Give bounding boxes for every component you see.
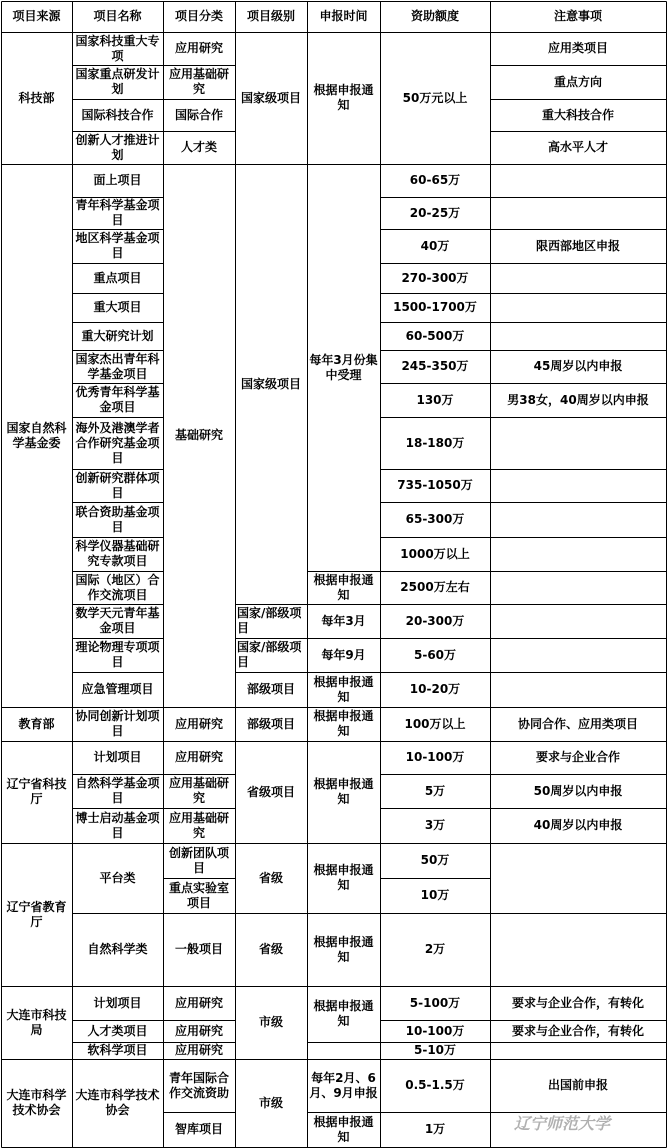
empty-cell [490,502,666,537]
category-cell: 基础研究 [174,428,223,442]
notes-cell: 45周岁以内申报 [533,359,623,373]
notes-cell: 男38女，40周岁以内申报 [507,392,649,407]
empty-cell [490,293,666,322]
notes-cell: 要求与企业合作，有转化 [511,995,644,1010]
amount-cell: 10万 [420,888,450,902]
empty-cell [490,263,666,293]
empty-cell [490,843,666,913]
notes-cell: 重大科技合作 [541,107,614,122]
time-cell: 根据申报通知 [313,83,374,112]
level-cell: 国家级项目 [240,376,301,391]
project-name-cell: 重大项目 [93,300,142,314]
column-header: 项目级别 [246,9,295,23]
project-name-cell: 联合资助基金项目 [75,504,160,534]
project-name-cell: 协同创新计划项目 [75,709,160,738]
category-cell: 应用研究 [174,1043,223,1057]
level-cell: 国家/部级项目 [237,640,302,669]
time-cell: 根据申报通知 [313,777,374,806]
notes-cell: 应用类项目 [547,41,608,55]
amount-cell: 100万以上 [404,716,466,731]
category-cell: 应用研究 [174,995,223,1010]
notes-cell: 重点方向 [553,74,602,89]
notes-cell: 40周岁以内申报 [533,818,623,832]
level-cell: 省级项目 [246,784,295,799]
time-cell: 每年9月 [321,647,366,662]
project-name-cell: 自然科学基金项目 [75,776,160,805]
project-name-cell: 创新人才推进计划 [75,132,160,162]
project-name-cell: 国家重点研发计划 [75,67,160,96]
empty-cell [490,638,666,672]
university-watermark: 辽宁师范大学 [514,1114,611,1133]
empty-cell [490,604,666,638]
empty-cell [307,1042,380,1059]
project-name-cell: 大连市科学技术协会 [75,1088,160,1117]
project-name-cell: 重点项目 [93,270,142,285]
level-cell: 市级 [258,1015,283,1029]
amount-cell: 50万 [420,853,450,867]
source-cell: 大连市科技局 [6,1007,67,1037]
project-name-cell: 理论物理专项项目 [75,640,160,669]
time-cell: 每年3月份集中受理 [309,352,378,382]
amount-cell: 60-500万 [405,328,465,343]
empty-cell [490,672,666,707]
column-header: 项目名称 [93,9,142,23]
project-name-cell: 海外及港澳学者合作研究基金项目 [75,420,160,465]
category-cell: 智库项目 [174,1122,223,1136]
amount-cell: 5万 [424,783,446,798]
level-cell: 省级 [258,942,283,956]
category-cell: 青年国际合作交流资助 [168,1070,229,1100]
column-header: 项目来源 [12,9,61,23]
level-cell: 部级项目 [246,716,295,731]
category-cell: 人才类 [180,140,217,154]
time-cell: 每年3月 [321,613,366,628]
project-name-cell: 国际（地区）合作交流项目 [75,572,160,602]
empty-cell [490,417,666,469]
category-cell: 应用基础研究 [168,776,229,805]
time-cell: 根据申报通知 [313,1114,374,1144]
column-header: 申报时间 [319,9,368,23]
level-cell: 省级 [258,870,283,885]
project-name-cell: 面上项目 [93,173,142,187]
amount-cell: 20-25万 [409,205,461,220]
amount-cell: 1500-1700万 [393,300,477,314]
project-name-cell: 计划项目 [93,995,142,1010]
project-name-cell: 计划项目 [93,750,142,764]
project-name-cell: 数学天元青年基金项目 [75,606,160,635]
level-cell: 市级 [258,1095,283,1110]
amount-cell: 18-180万 [405,435,465,450]
empty-cell [490,1042,666,1059]
amount-cell: 245-350万 [401,359,469,373]
amount-cell: 10-20万 [409,682,461,696]
empty-cell [490,913,666,986]
source-cell: 辽宁省教育厅 [6,899,67,929]
empty-cell [490,164,666,197]
project-name-cell: 平台类 [99,870,136,885]
source-cell: 辽宁省科技厅 [6,777,67,806]
amount-cell: 10-100万 [405,1023,465,1038]
category-cell: 应用基础研究 [168,810,229,840]
category-cell: 创新团队项目 [168,845,229,875]
amount-cell: 2500万左右 [400,580,470,594]
notes-cell: 要求与企业合作 [535,750,620,764]
amount-cell: 0.5-1.5万 [405,1078,465,1092]
project-name-cell: 博士启动基金项目 [75,810,160,840]
project-name-cell: 自然科学类 [87,942,148,956]
amount-cell: 1000万以上 [400,546,470,561]
amount-cell: 60-65万 [409,173,461,187]
category-cell: 一般项目 [174,942,223,956]
category-cell: 应用基础研究 [168,67,229,96]
empty-cell [490,197,666,229]
amount-cell: 5-10万 [413,1043,457,1057]
category-cell: 应用研究 [174,1023,223,1038]
project-name-cell: 重大研究计划 [81,328,154,343]
empty-cell [490,322,666,350]
amount-cell: 270-300万 [401,270,469,285]
project-name-cell: 人才类项目 [87,1023,148,1038]
amount-cell: 1万 [424,1122,446,1136]
project-name-cell: 地区科学基金项目 [75,231,160,260]
notes-cell: 协同合作、应用类项目 [517,716,638,731]
amount-cell: 10-100万 [405,750,465,764]
notes-cell: 限西部地区申报 [535,238,620,253]
empty-cell [490,469,666,502]
time-cell: 根据申报通知 [313,674,374,704]
notes-cell: 要求与企业合作，有转化 [511,1023,644,1038]
amount-cell: 5-100万 [409,995,461,1010]
amount-cell: 2万 [424,942,446,956]
source-cell: 教育部 [18,716,55,731]
time-cell: 根据申报通知 [313,572,374,602]
project-name-cell: 创新研究群体项目 [75,470,160,500]
notes-cell: 高水平人才 [547,140,608,154]
amount-cell: 40万 [420,238,450,253]
amount-cell: 50万元以上 [402,90,468,105]
time-cell: 根据申报通知 [313,709,374,738]
project-name-cell: 国家杰出青年科学基金项目 [75,351,160,381]
notes-cell: 出国前申报 [547,1078,608,1092]
empty-cell [490,537,666,571]
notes-cell: 50周岁以内申报 [533,783,623,798]
level-cell: 国家/部级项目 [237,606,302,635]
time-cell: 根据申报通知 [313,863,374,892]
amount-cell: 65-300万 [405,512,465,526]
column-header: 项目分类 [174,9,223,23]
source-cell: 科技部 [18,90,55,105]
source-cell: 国家自然科学基金委 [6,420,67,450]
project-name-cell: 青年科学基金项目 [75,198,160,227]
amount-cell: 735-1050万 [397,478,473,492]
amount-cell: 130万 [416,392,454,407]
project-name-cell: 国家科技重大专项 [75,33,160,63]
project-name-cell: 应急管理项目 [81,682,154,696]
source-cell: 大连市科学技术协会 [6,1088,67,1117]
category-cell: 国际合作 [174,107,223,122]
category-cell: 应用研究 [174,750,223,764]
project-name-cell: 国际科技合作 [81,107,154,122]
time-cell: 根据申报通知 [313,934,374,964]
column-header: 资助额度 [410,9,459,23]
amount-cell: 3万 [424,818,446,832]
column-header: 注意事项 [553,9,602,23]
amount-cell: 5-60万 [413,647,457,662]
level-cell: 国家级项目 [240,90,301,105]
level-cell: 部级项目 [246,682,295,696]
empty-cell [490,571,666,604]
project-name-cell: 优秀青年科学基金项目 [75,385,160,414]
category-cell: 应用研究 [174,41,223,55]
time-cell: 根据申报通知 [313,999,374,1028]
category-cell: 重点实验室项目 [168,880,229,910]
category-cell: 应用研究 [174,716,223,731]
project-name-cell: 科学仪器基础研究专款项目 [75,539,160,568]
amount-cell: 20-300万 [405,613,465,628]
project-name-cell: 软科学项目 [87,1043,148,1057]
time-cell: 每年2月、6月、9月申报 [309,1070,378,1100]
